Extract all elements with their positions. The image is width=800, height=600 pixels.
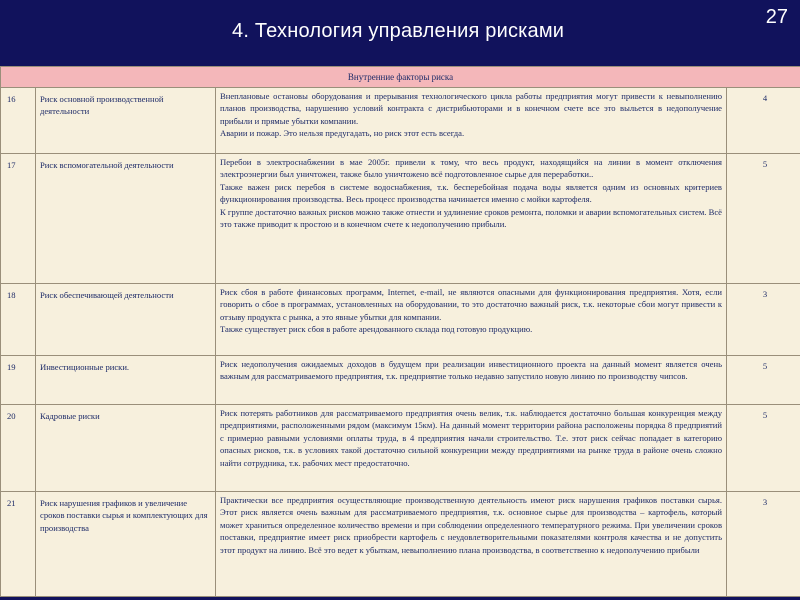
- description-paragraph: Внеплановые остановы оборудования и прерывания технологического цикла работы предприятия могут привести к невыполнению планов производства, нарушению условий контракта с дистрибьюторами и в конечном счете все это выльется в недополучение прибыли и прямые убытки компании.: [220, 91, 722, 126]
- description-paragraph: Также существует риск сбоя в работе арендованного склада под готовую продукцию.: [220, 324, 533, 335]
- page-title: 4. Технология управления рисками: [232, 20, 565, 42]
- risk-name: Риск вспомогательной деятельности: [36, 154, 216, 284]
- section-header-row: [1, 67, 800, 88]
- risk-description: [216, 405, 727, 492]
- risk-name: Кадровые риски: [36, 405, 216, 492]
- risk-name: Риск основной производственной деятельности: [36, 88, 216, 154]
- description-paragraph: Аварии и пожар. Это нельзя предугадать, но риск этот есть всегда.: [220, 128, 465, 139]
- description-paragraph: Перебои в электроснабжении в мае 2005г. привели к тому, что весь продукт, находящийся на линии в момент отключения электроэнергии был уничтожен, также было уничтожено всё подготовленное сырье для переработки..: [220, 157, 722, 180]
- risk-description: [216, 88, 727, 154]
- risk-score: 5: [727, 356, 800, 405]
- table-row: [1, 88, 800, 154]
- table-row: [1, 405, 800, 492]
- risk-description: [216, 356, 727, 405]
- row-number: 18: [1, 284, 36, 356]
- risk-description: [216, 284, 727, 356]
- risk-table-container: [0, 66, 800, 596]
- row-number: 17: [1, 154, 36, 284]
- table-row: [1, 356, 800, 405]
- risk-score: 5: [727, 405, 800, 492]
- risk-name: Инвестиционные риски.: [36, 356, 216, 405]
- risk-name: Риск нарушения графиков и увеличение сроков поставки сырья и комплектующих для производства: [36, 492, 216, 597]
- section-header: Внутренние факторы риска: [1, 67, 800, 88]
- slide-number: 27: [765, 6, 788, 28]
- table-row: [1, 492, 800, 597]
- row-number: 21: [1, 492, 36, 597]
- table-row: [1, 154, 800, 284]
- description-paragraph: Также важен риск перебоя в системе водоснабжения, т.к. бесперебойная подача воды является одним из основных критериев функционирования производства. Весь процесс производства начинается именно с мойки картофеля.: [220, 181, 722, 205]
- row-number: 19: [1, 356, 36, 405]
- risk-name: Риск обеспечивающей деятельности: [36, 284, 216, 356]
- description-paragraph: Практически все предприятия осуществляющие производственную деятельность имеют риск нарушения графиков поставки сырья. Этот риск является очень важным для рассматриваемого предприятия, т.к. основное сырье для производства – картофель, который может храниться определенное количество времени и при соблюдении определенного температурного режима. При увеличении сроков поставки, предприятие имеет риск приобрести картофель с неудовлетворительными показателями контроля качества и не допустить этот продукт на линию. Всё это ведет к убыткам, невыполнению плана производства, в соответственно к недополучению прибыли: [220, 495, 722, 555]
- risk-score: 3: [727, 492, 800, 597]
- risk-score: 3: [727, 284, 800, 356]
- risk-description: [216, 492, 727, 597]
- description-paragraph: К группе достаточно важных рисков можно также отнести и удлинение сроков ремонта, поломки и аварии вспомогательных систем. Всё это также приводит к простою и в конечном счете к недополучению прибыли.: [220, 206, 722, 230]
- description-paragraph: Риск потерять работников для рассматриваемого предприятия очень велик, т.к. наблюдается достаточно большая конкуренция между предприятиями, расположенными рядом (максимум 15км). На данный момент территории района расположены порядка 8 предприятий с примерно равными условиями оплаты труда, в 4 предприятия начали строительство. Т.е. этот риск сейчас попадает в категорию опасных рисков, т.к. в условиях такой достаточно сильной конкуренции между предприятиями на рынке труда в районе очень сложно найти сотрудника, т.к. рабочих мест предостаточно.: [220, 408, 722, 468]
- risk-score: 5: [727, 154, 800, 284]
- row-number: 20: [1, 405, 36, 492]
- risk-score: 4: [727, 88, 800, 154]
- risk-table: [0, 66, 800, 597]
- description-paragraph: Риск недополучения ожидаемых доходов в будущем при реализации инвестиционного проекта на данный момент является очень важным для рассматриваемого предприятия, т.к. предприятие только недавно запустило новую линию по производству чипсов.: [220, 359, 722, 382]
- description-paragraph: Риск сбоя в работе финансовых программ, Internet, e-mail, не являются опасными для функционирования предприятия. Хотя, если говорить о сбое в программах, установленных на оборудовании, то это достаточно важный риск, т.к. некоторые сбои могут привести к отзыву продукта с рынка, а это явные убытки для компании.: [220, 287, 722, 322]
- table-row: [1, 284, 800, 356]
- row-number: 16: [1, 88, 36, 154]
- risk-description: [216, 154, 727, 284]
- slide-header: [0, 0, 800, 62]
